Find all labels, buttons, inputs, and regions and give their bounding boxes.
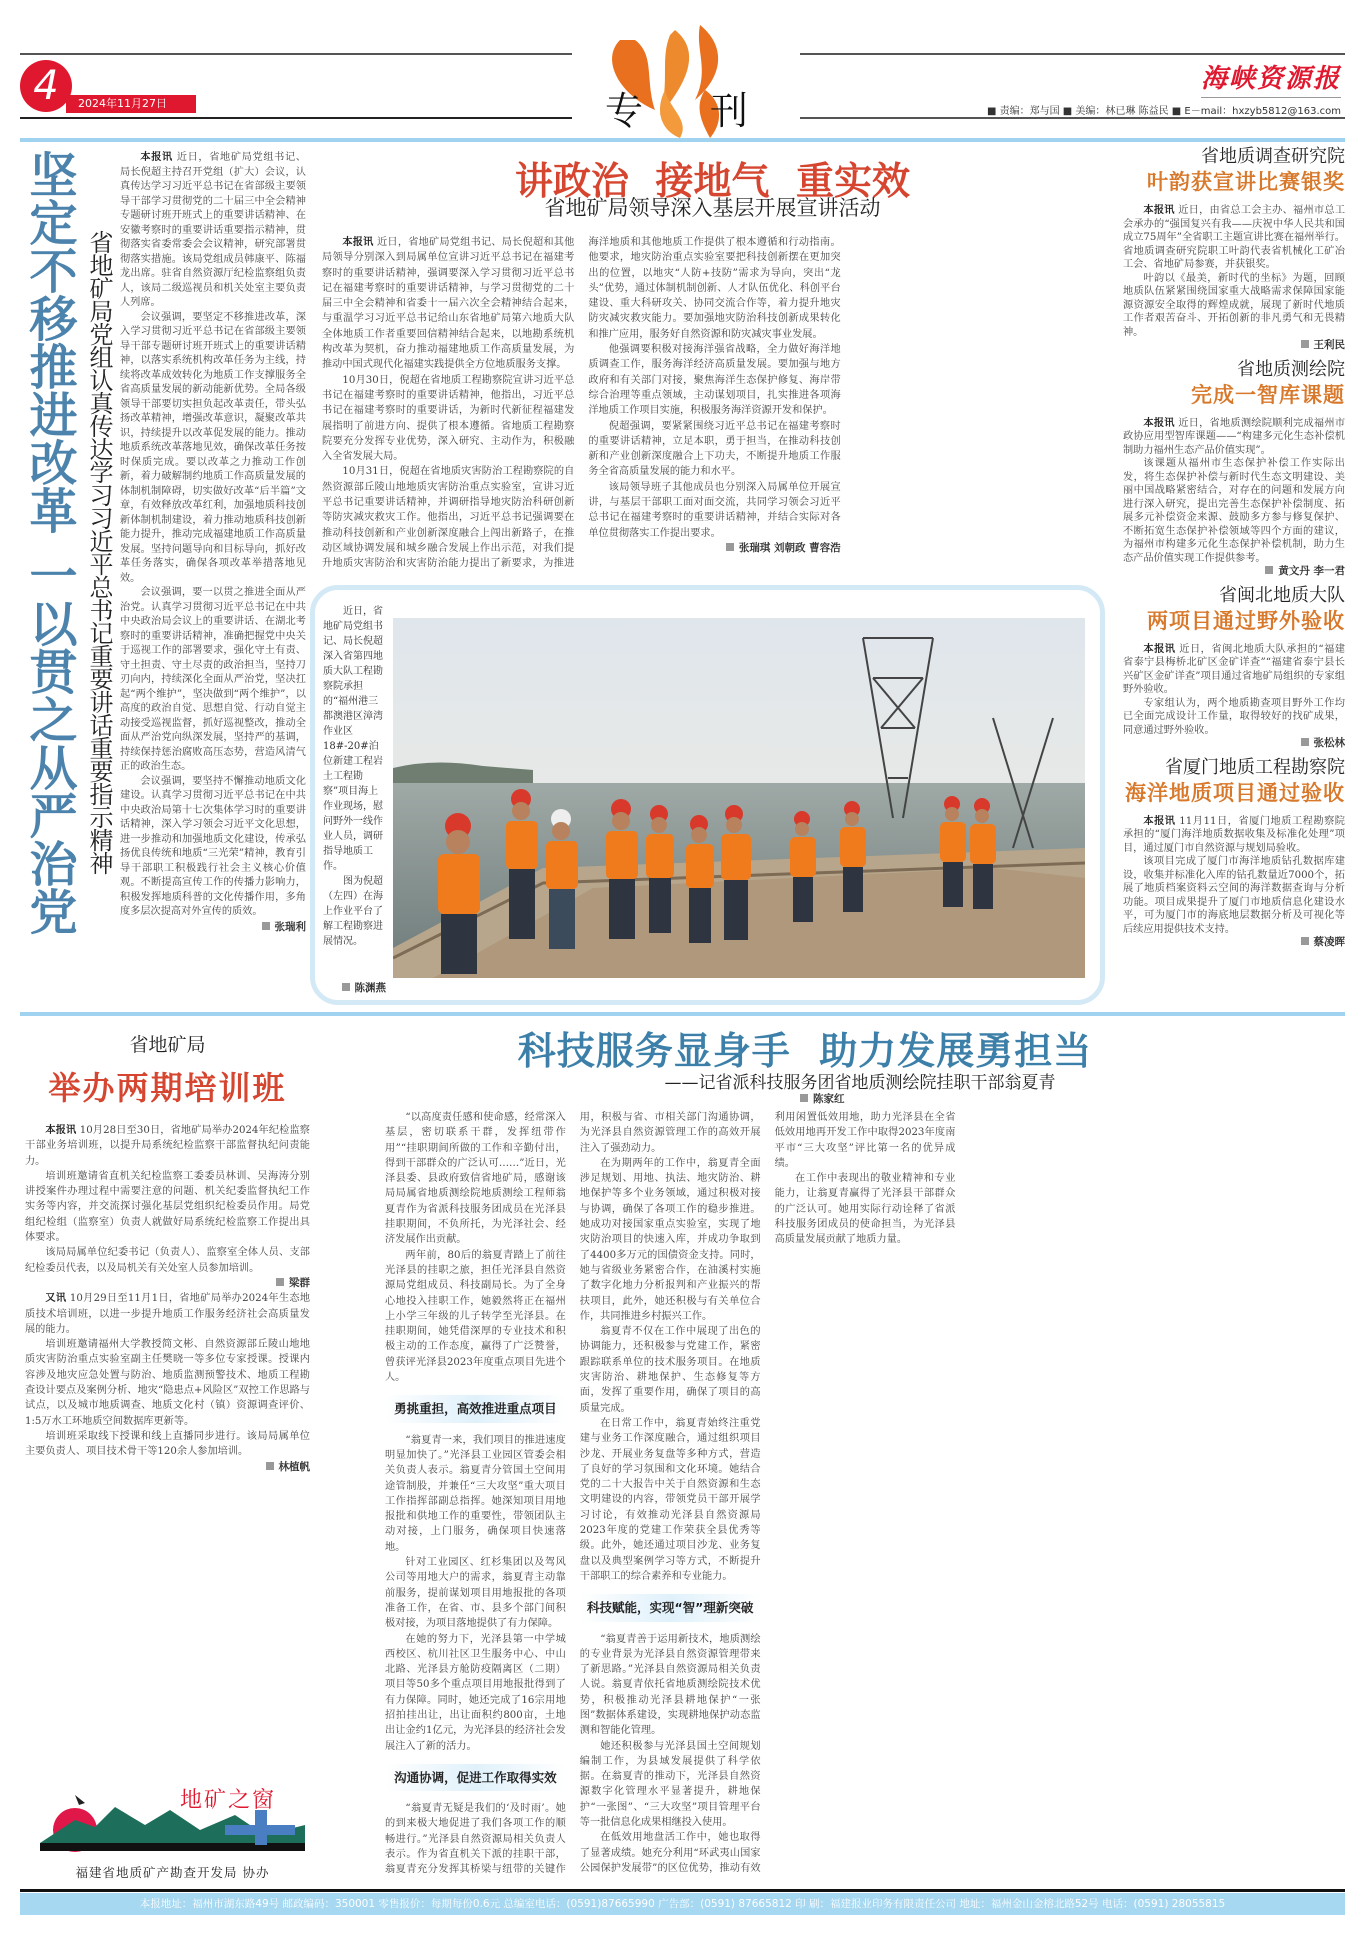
paragraph: 该课题从福州市生态保护补偿工作实际出发，将生态保护补偿与新时代生态文明建设、美丽中国战略紧密结合，对存在的问题和发展方向进行深入研究，提出完善生态保护补偿制度、拓展多元补偿资金来源、鼓励多方参与修复保护、不断拓宽生态保护补偿领域等四个方面的建议，为福州市构建多元化生态保护补偿机制，助力生态产品价值实现工作提供参考。 <box>1123 458 1345 564</box>
site-visit-photo <box>393 618 1085 978</box>
date-bar <box>66 95 196 113</box>
lead-label: 本报讯 <box>45 1124 77 1136</box>
paragraph: 在工作中表现出的敬业精神和专业能力，让翁夏青赢得了光泽县干部群众的广泛认可。她用实际行动诠释了省派科技服务团成员的使命担当，为光泽县高质量发展贡献了地质力量。 <box>774 1173 956 1246</box>
main-subtitle: 省地矿局领导深入基层开展宣讲活动 <box>544 196 881 220</box>
lead-label: 本报讯 <box>1143 416 1175 429</box>
right-sidebar <box>1123 146 1345 956</box>
author: 张瑞利 <box>120 920 306 935</box>
article-headline: 举办两期培训班 <box>48 1069 287 1107</box>
sidebar-article <box>1123 146 1345 353</box>
paragraph: 10月31日，倪超在省地质灾害防治工程勘察院的自然资源部丘陵山地地质灾害防治重点实验室，宣讲习近平总书记重要讲话精神，并调研指导地灾防治科研创新等防灾减灾救灾工作。他指出，习近平总书记强调要在推动科技创新和产业创新深度融合上闯出新路子，在推动区域协调发展和城乡融合发展上作出示范，对我们提升地质灾害防治和灾害防治能力提出了新要求，为推进海洋地质和其他地质工作提供了根本遵循和行动指南。他要求，地灾防治重点实验室要把科技创新摆在更加突出的位置，以地灾“人防+技防”需求为导向，突出“龙头”优势，通过体制机制创新、人才队伍优化、科创平台建设、重大科研攻关、协同交流合作等，着力提升地灾防灾减灾救灾能力。要加强地灾防治科技创新成果转化和推广应用，服务好自然资源和防灾减灾事业发展。 <box>322 237 841 570</box>
paragraph: “翁夏青无疑是我们的‘及时雨’。她的到来极大地促进了我们各项工作的顺畅进行。”光泽县自然资源局相关负责人表示。作为省直机关下派的挂职干部，翁夏青充分发挥其桥梁与纽带的关键作用，积极与省、市相关部门沟通协调，为光泽县自然资源管理工作的高效开展注入了强劲动力。 <box>385 1112 761 1876</box>
logo-sponsor: 福建省地质矿产勘查开发局 协办 <box>75 1865 270 1880</box>
page-number: 4 <box>33 63 59 109</box>
paragraph: 她还积极参与光泽县国土空间规划编制工作，为县域发展提供了科学依据。在翁夏青的推动下，光泽县自然资源数字化管理水平显著提升，耕地保护“一张图”、“三大攻坚”项目管理平台等一批信息化成果相继投入使用。 <box>579 1740 761 1829</box>
masthead: 海峡资源报 <box>1201 58 1341 98</box>
paragraph: 培训班采取线下授课和线上直播同步进行。该局局属单位主要负责人、项目技术骨干等120余人参加培训。 <box>25 1430 310 1458</box>
article-headline: 海洋地质项目通过验收 <box>1125 780 1345 805</box>
paragraph: 该项目完成了厦门市海洋地质钻孔数据库建设，收集并标准化入库的钻孔数量近7000个，拓展了地质档案资料云空间的海洋数据查询与分析功能。项目成果提升了厦门市地质信息化建设水平，可为厦门市的海底地层数据分析及可视化等后续应用提供技术支持。 <box>1123 856 1345 935</box>
author: 梁群 <box>25 1276 310 1291</box>
lead-label: 本报讯 <box>342 236 374 248</box>
paragraph: 培训班邀请福州大学教授简文彬、自然资源部丘陵山地地质灾害防治重点实验室副主任樊晓一等多位专家授课。授课内容涉及地灾应急处置与防治、地质监测预警技术、地质工程勘查设计要点及案例分析、地灾“隐患点+风险区”双控工作思路与试点，以及城市地质调查、地质文化村（镇）资源调查评价、1:5万水工环地质空间数据库更新等。 <box>25 1339 310 1427</box>
article-headline: 叶韵获宣讲比赛银奖 <box>1147 170 1345 194</box>
paragraph: 在日常工作中，翁夏青始终注重党建与业务工作深度融合，通过组织项目沙龙、开展业务复盘等多种方式，营造了良好的学习氛围和文化环境。她结合党的二十大报告中关于自然资源和生态文明建设的内容，带领党员干部开展学习讨论，有效推动光泽县自然资源局2023年度的党建工作荣获全县优秀等级。此外，她还通过项目沙龙、业务复盘以及典型案例学习等方式，不断提升干部职工的综合素养和专业能力。 <box>579 1417 761 1582</box>
article-headline: 两项目通过野外验收 <box>1147 608 1345 633</box>
left-headline: 坚定不移推进改革 一以贯之从严治党 <box>21 150 77 935</box>
lead-label: 本报讯 <box>1143 814 1176 827</box>
author: 林植帆 <box>25 1460 310 1475</box>
paragraph: 叶韵以《最美，新时代的坐标》为题，回顾地质队伍紧紧围绕国家重大战略需求保障国家能源资源安全取得的辉煌成就，展现了新时代地质工作者艰苦奋斗、开拓创新的非凡勇气和无畏精神。 <box>1123 272 1345 338</box>
lead-label: 本报讯 <box>1143 642 1176 655</box>
page-number-badge <box>20 60 72 112</box>
section-divider <box>20 138 1345 142</box>
caption-text: 近日，省地矿局党组书记、局长倪超深入省第四地质大队工程勘察院承担的“福州港三都澳港区漳湾作业区18#-20#泊位新建工程岩土工程勘察”项目海上作业现场，慰问野外一线作业人员，调研指导地质工作。 <box>323 606 383 872</box>
footer-info: 本报地址：福州市湖东路49号 邮政编码：350001 零售报价：每期每份0.6元 总编室电话：(0591)87665990 广告部：(0591) 87665812 印 刷：福建报业印务有限责任公司 地址：福州金山金榕北路52号 电话：(0591) 28055815 <box>139 1898 1226 1910</box>
sidebar-article <box>1123 757 1345 950</box>
paragraph: 近日，省地质测绘院顺利完成福州市政协应用型智库课题——“构建多元化生态补偿机制助力福州生态产品价值实现”。 <box>1123 417 1346 456</box>
sidebar-article <box>1123 359 1345 579</box>
left-subtitle: 省地矿局党组认真传达学习习近平总书记重要讲话重要指示精神 <box>85 230 113 874</box>
footer-rule <box>20 1889 1345 1892</box>
training-article <box>25 1030 310 1475</box>
article-kicker: 省地质测绘院 <box>1237 358 1345 380</box>
article-kicker: 省厦门地质工程勘察院 <box>1165 756 1345 778</box>
author: 蔡凌晖 <box>1123 936 1345 950</box>
paragraph: 10月29日至11月1日，省地矿局举办2024年生态地质技术培训班，以进一步提升地质工作服务经济社会高质量发展的能力。 <box>25 1293 311 1335</box>
section-heading: 勇挑重担，高效推进重点项目 <box>385 1395 566 1422</box>
header-rule-bottom-right <box>800 117 1345 119</box>
paragraph: 培训班邀请省直机关纪检监察工委委员林训、吴海涛分别讲授案件办理过程中需要注意的问题、机关纪委监督执纪工作实务等内容，并交流探讨强化基层党组织纪检委员作用。局党组纪检组（监察室）负责人就做好局系统纪检监察工作提出具体要求。 <box>25 1170 310 1244</box>
feature-body <box>385 1110 1345 1880</box>
photo-caption <box>323 604 387 949</box>
section-title-zhuan: 专 <box>605 89 644 133</box>
lead-label: 本报讯 <box>1143 204 1175 216</box>
section-heading: 科技赋能，实现“智”理新突破 <box>580 1594 761 1621</box>
paragraph: 会议强调，要一以贯之推进全面从严治党。认真学习贯彻习近平总书记在中共中央政治局会议上的重要讲话、在湖北考察时的重要讲话精神，准确把握党中央关于巡视工作的部署要求，强化守土有责、守土担责、守土尽责的政治担当，坚持刀刃向内，持续深化全面从严治党，坚决扛起“两个维护”，坚决做到“两个维护”，以高度的政治自觉、思想自觉、行动自觉主动接受巡视监督，抓好巡视整改，推动全面从严治党向纵深发展，坚持严的基调，持续保持惩治腐败高压态势，营造风清气正的政治生态。 <box>120 587 306 772</box>
dikuang-window-logo <box>35 1785 310 1880</box>
editor-line: ■ 责编：郑与国 ■ 美编：林已琳 陈益民 ■ E－mail：hxzyb5812@163.com <box>986 106 1341 117</box>
paragraph: 近日，由省总工会主办、福州市总工会承办的“强国复兴有我——庆祝中华人民共和国成立75周年”全省职工主题宣讲比赛在福州举行。省地质调查研究院职工叶韵代表省机械化工矿冶工会、省地矿局参赛，并获银奖。 <box>1123 205 1346 270</box>
article-kicker: 省地矿局 <box>129 1034 206 1056</box>
paragraph: “翁夏青善于运用新技术，地质测绘的专业背景为光泽县自然资源管理带来了新思路。”光泽县自然资源局相关负责人说。翁夏青依托省地质测绘院技术优势，积极推动光泽县耕地保护“一张图”数据体系建设，实现耕地保护动态监测和智能化管理。 <box>579 1633 761 1737</box>
header-rule-top-left <box>20 53 572 55</box>
paragraph: 在她的努力下，光泽县第一中学城西校区、杭川社区卫生服务中心、中山北路、光泽县方舱防疫隔离区（二期）项目等50多个重点项目用地报批得到了有力保障。同时，她还完成了16宗用地招拍挂出让，出让面积约800亩，土地出让金约1亿元，为光泽县的经济社会发展注入了新的活力。 <box>385 1633 566 1752</box>
paragraph: 近日，省地矿局党组书记、局长倪超主持召开党组（扩大）会议，认真传达学习习近平总书记在省部级主要领导干部学习贯彻党的二十届三中全会精神专题研讨班开班式上的重要讲话精神、在安徽考察时的重要讲话重要指示精神，贯彻落实省委常委会会议精神，研究部署贯彻落实措施。该局党组成员韩康平、陈福龙出席。驻省自然资源厅纪检监察组负责人，该局二级巡视员和机关处室主要负责人列席。 <box>120 152 306 308</box>
left-article <box>20 150 305 1002</box>
paragraph: 该局领导班子其他成员也分别深入局属单位开展宣讲，与基层干部职工面对面交流，共同学习领会习近平总书记在福建考察时的重要讲话精神，并结合实际对各单位贯彻落实工作提出要求。 <box>588 481 841 539</box>
paragraph: “以高度责任感和使命感，经常深入基层，密切联系干群，发挥纽带作用”“挂职期间所做的工作和辛勤付出，得到干部群众的广泛认可……”近日，光泽县委、县政府致信省地矿局，感谢该局局属省地质测绘院地质测绘工程师翁夏青作为省派科技服务团成员在光泽县挂职期间，不负所托，为光泽社会、经济发展作出贡献。 <box>385 1112 566 1246</box>
paragraph: 会议强调，要坚持不懈推动地质文化建设。认真学习贯彻习近平总书记在中共中央政治局第十七次集体学习时的重要讲话精神，深入学习领会习近平文化思想，进一步推动和加强地质文化建设，传承弘扬优良传统和地质“三光荣”精神，教育引导干部职工积极践行社会主义核心价值观。不断提高宣传工作的传播力影响力，积极发挥地质科普的文化传播作用，多角度多层次提高对外宣传的质效。 <box>120 775 306 917</box>
paragraph: 近日，省地矿局党组书记、局长倪超和其他局领导分别深入到局属单位宣讲习近平总书记在福建考察时的重要讲话精神，强调要深入学习贯彻习近平总书记在福建考察时的重要讲话精神，与学习贯彻党的二十届三中全会精神和省委十一届六次全会精神结合起来，与重温学习习近平总书记给山东省地矿局第六地质大队全体地质工作者重要回信精神结合起来，以地勘系统机构改革为契机，奋力推动福建地质工作高质量发展，为推动中国式现代化福建实践提供全方位地质服务支撑。 <box>322 237 575 371</box>
lead-label: 本报讯 <box>140 151 173 163</box>
feature-author: 陈家红 <box>800 1091 880 1106</box>
section-title-kan: 刊 <box>710 89 749 133</box>
paragraph: 10月30日，倪超在省地质工程勘察院宣讲习近平总书记在福建考察时的重要讲话精神，他指出，习近平总书记在福建考察时的重要讲话，为新时代新征程福建发展指明了前进方向、提供了根本遵循。省地质工程勘察院要充分发挥专业优势，深入研究、主动作为，积极融入全省发展大局。 <box>322 374 575 463</box>
author: 王利民 <box>1123 339 1345 353</box>
paragraph: 在低效用地盘活工作中，她也取得了显著成绩。她充分利用“环武夷山国家公园保护发展带”的区位优势，推动有效利用闲置低效用地，助力光泽县在全省低效用地再开发工作中取得2023年度南平市“三大攻坚”评比第一名的优异成绩。 <box>579 1112 956 1874</box>
paragraph: 该局局属单位纪委书记（负责人）、监察室全体人员、支部纪检委员代表，以及局机关有关处室人员参加培训。 <box>25 1247 310 1274</box>
issue-date: 2024年11月27日 <box>78 97 167 110</box>
paragraph: 11月11日，省厦门地质工程勘察院承担的“厦门海洋地质数据收集及标准化处理”项目，通过厦门市自然资源与规划局验收。 <box>1123 815 1345 854</box>
paragraph: 针对工业园区、红杉集团以及驾风公司等用地大户的需求，翁夏青主动靠前服务，提前谋划项目用地报批的各项准备工作，在省、市、县多个部门间积极对接，为项目落地提供了有力保障。 <box>385 1557 566 1630</box>
article-headline: 完成一智库课题 <box>1191 382 1345 407</box>
header-rule-top-right <box>800 53 1345 55</box>
paragraph: 两年前，80后的翁夏青踏上了前往光泽县的挂职之旅，担任光泽县自然资源局党组成员、科技副局长。为了全身心地投入挂职工作，她毅然将正在福州上小学三年级的儿子转学至光泽县。在挂职期间，她凭借深厚的专业技术和积极主动的工作态度，赢得了广泛赞誉，曾获评光泽县2023年度重点项目先进个人。 <box>385 1249 566 1384</box>
main-headline: 讲政治 接地气 重实效 <box>515 159 910 203</box>
sidebar-article <box>1123 585 1345 751</box>
feature-headline: 科技服务显身手 助力发展勇担当 <box>517 1029 1093 1073</box>
article-kicker: 省闽北地质大队 <box>1219 584 1345 606</box>
article-kicker: 省地质调查研究院 <box>1201 146 1345 167</box>
paragraph: 在为期两年的工作中，翁夏青全面涉足规划、用地、执法、地灾防治、耕地保护等多个业务领域，通过积极对接与协调，确保了各项工作的稳步推进。她成功对接国家重点实验室，实现了地灾防治项目的快速入库，并成功争取到了4400多万元的国债资金支持。同时，她与省级业务紧密合作，在油溪村实施了数字化地力分析报判和产业振兴的帮扶项目，此外，她还积极与有关单位合作，共同推进乡村振兴工作。 <box>579 1157 761 1322</box>
left-body <box>120 150 306 934</box>
logo-title: 地矿之窗 <box>180 1788 277 1813</box>
section-divider <box>20 1012 1345 1016</box>
caption-text-2: 图为倪超（左四）在海上作业平台了解工程勘察进展情况。 <box>323 876 383 947</box>
paragraph: 翁夏青不仅在工作中展现了出色的协调能力，还积极参与党建工作，紧密跟踪联系单位的技术服务项目。在地质灾害防治、耕地保护、生态修复等方面，发挥了重要作用，确保了项目的高质量完成。 <box>579 1326 761 1414</box>
paragraph: 专家组认为，两个地质勘查项目野外工作均已全面完成设计工作量，取得较好的找矿成果，同意通过野外验收。 <box>1123 697 1345 736</box>
paragraph: 倪超强调，要紧紧围绕习近平总书记在福建考察时的重要讲话精神，立足本职，勇于担当，在推动科技创新和产业创新深度融合上下功夫，不断提升地质工作服务全省高质量发展的能力和水平。 <box>588 420 841 478</box>
feature-subtitle: ——记省派科技服务团省地质测绘院挂职干部翁夏青 <box>664 1073 1056 1093</box>
paragraph: 近日，省闽北地质大队承担的“福建省泰宁县梅桥北矿区金矿详查”“福建省泰宁县长兴矿区金矿详查”项目通过省地矿局组织的专家组野外验收。 <box>1123 643 1345 695</box>
header-rule-bottom-left <box>20 117 572 119</box>
main-body <box>322 235 1107 575</box>
paragraph: 他强调要积极对接海洋强省战略，全力做好海洋地质调查工作，服务海洋经济高质量发展。要加强与地方政府和有关部门对接，聚焦海洋生态保护修复、海岸带综合治理等重点领域，主动谋划项目，扎实推进各项海洋地质工作项目实施，积极服务海洋资源开发和保护。 <box>588 344 841 417</box>
paragraph: 10月28日至30日，省地矿局举办2024年纪检监察干部业务培训班，以提升局系统纪检监察干部监督执纪问责能力。 <box>25 1125 310 1167</box>
paragraph: “翁夏青一来，我们项目的推进速度明显加快了。”光泽县工业园区管委会相关负责人表示。翁夏青分管国土空间用途管制股，并兼任“三大攻坚”重大项目工作指挥部副总指挥。她深知项目用地报批和供地工作的重要性，带领团队主动对接，上门服务，确保项目快速落地。 <box>385 1434 566 1553</box>
footer-bar <box>20 1893 1345 1915</box>
section-heading: 沟通协调，促进工作取得实效 <box>385 1764 566 1791</box>
photo-credit: 陈渊燕 <box>320 980 386 995</box>
author: 张松林 <box>1123 737 1345 751</box>
photo-box <box>310 585 1105 1005</box>
author: 黄文丹 李一君 <box>1123 565 1345 579</box>
author: 张瑞琪 刘朝政 曹容浩 <box>588 541 840 556</box>
lead-label: 又讯 <box>45 1292 67 1305</box>
paragraph: 会议强调，要坚定不移推进改革，深入学习贯彻习近平总书记在省部级主要领导干部专题研讨班开班式上的重要讲话精神，以落实系统机构改革任务为主线，持续将改革成效转化为地质工作支撑服务全省高质量发展的新动能新优势。全局各级领导干部要切实担负起改革责任，带头弘扬改革精神，增强改革意识，凝聚改革共识，持续提升以改革促发展的能力。推动地质系统改革落地见效，确保改革任务按时保质完成。要以改革之力推动工作创新，着力破解制约地质工作高质量发展的体制机制障碍，切实做好改革“后半篇”文章，有效释放改革红利，加强地质科技创新体制机制建设，着力推动地质科技创新能力提升，推动完成福建地质工作高质量发展。坚持问题导向和目标导向，抓好改革任务落实，确保各项改革举措落地见效。 <box>120 311 306 584</box>
section-logo <box>600 20 770 138</box>
